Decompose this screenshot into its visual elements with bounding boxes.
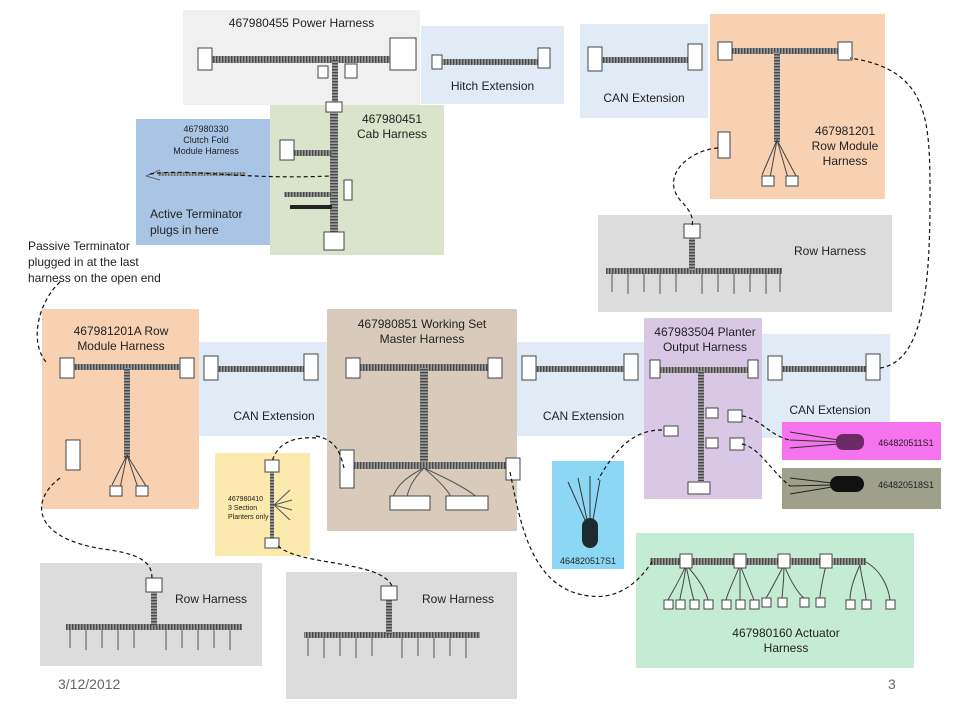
passive-terminator-line1: Passive Terminator xyxy=(28,239,130,253)
row-harness-bm-label: Row Harness xyxy=(421,592,495,606)
row-harness-tr-drawing xyxy=(606,224,782,294)
row-module-tr-line1: 467981201 xyxy=(814,124,876,138)
link-can-right-to-row-module-tr xyxy=(850,58,930,368)
planter-output-drawing xyxy=(650,360,758,494)
row-harness-bl-drawing xyxy=(66,578,242,650)
can-extension-mid-drawing xyxy=(522,354,638,380)
sensor-pink-drawing xyxy=(790,432,864,450)
row-module-left-line1: 467981201A Row xyxy=(73,324,169,338)
link-planter-to-olive-sensor xyxy=(742,444,790,486)
sensor-cyan-drawing xyxy=(568,476,600,548)
section-label xyxy=(228,495,268,522)
sensor-cyan-label: 464820517S1 xyxy=(559,556,617,566)
link-planter-to-pink-sensor xyxy=(742,416,790,440)
section-line2: 3 Section xyxy=(228,505,258,512)
passive-terminator-label xyxy=(28,238,161,286)
cab-harness-drawing xyxy=(280,102,352,250)
can-extension-top-drawing xyxy=(588,44,702,71)
can-extension-right-label: CAN Extension xyxy=(789,403,871,417)
link-row-module-left-to-row-harness-bl xyxy=(42,478,152,580)
can-extension-left-drawing xyxy=(204,354,318,380)
sensor-olive-drawing xyxy=(790,476,864,494)
planter-output-label xyxy=(644,325,766,355)
row-module-left-line2: Module Harness xyxy=(77,339,165,353)
footer-page-number: 3 xyxy=(888,676,896,692)
active-terminator-line2: plugs in here xyxy=(150,223,219,237)
link-planter-to-cyan-sensor xyxy=(598,430,662,480)
row-module-tr-line3: Harness xyxy=(822,154,868,168)
cab-harness-label xyxy=(352,112,432,142)
can-extension-mid-label: CAN Extension xyxy=(542,409,625,423)
working-set-line1: 467980851 Working Set xyxy=(357,317,487,331)
section-line3: Planters only xyxy=(228,514,269,521)
actuator-line2: Harness xyxy=(763,641,809,655)
passive-terminator-line3: harness on the open end xyxy=(28,271,161,285)
actuator-line1: 467980160 Actuator xyxy=(732,626,840,640)
link-row-module-tr-to-row-harness xyxy=(674,148,718,226)
clutch-fold-drawing xyxy=(146,170,246,180)
footer-date: 3/12/2012 xyxy=(58,676,121,692)
power-harness-drawing xyxy=(198,38,416,105)
cab-harness-line1: 467980451 xyxy=(361,112,423,126)
row-module-left-label xyxy=(56,324,186,354)
section-line1: 467980410 xyxy=(228,496,264,503)
link-can-left-to-section xyxy=(272,438,316,462)
hitch-extension-label: Hitch Extension xyxy=(450,79,535,93)
can-extension-left-label: CAN Extension xyxy=(233,409,315,423)
sensor-pink-label: 464820511S1 xyxy=(878,438,934,448)
power-harness-label: 467980455 Power Harness xyxy=(228,16,375,30)
can-extension-right-drawing xyxy=(768,354,880,380)
sensor-olive-label: 464820518S1 xyxy=(877,480,935,490)
row-harness-tr-label: Row Harness xyxy=(793,244,867,258)
planter-output-line1: 467983504 Planter xyxy=(654,325,756,339)
clutch-fold-label xyxy=(160,124,252,157)
cab-harness-line2: Cab Harness xyxy=(356,127,428,141)
actuator-label xyxy=(716,626,856,656)
row-module-left-drawing xyxy=(60,358,194,496)
link-section-to-row-harness-bm xyxy=(278,546,392,586)
actuator-drawing xyxy=(650,554,895,609)
row-module-tr-label xyxy=(790,124,900,169)
clutch-fold-line3: Module Harness xyxy=(173,146,239,156)
row-harness-bl-label: Row Harness xyxy=(174,592,248,606)
row-module-tr-line2: Row Module xyxy=(811,139,879,153)
active-terminator-line1: Active Terminator xyxy=(150,207,243,221)
active-terminator-label xyxy=(150,206,242,238)
can-extension-top-label: CAN Extension xyxy=(603,91,685,105)
hitch-extension-drawing xyxy=(432,48,550,69)
working-set-label xyxy=(327,317,517,347)
planter-output-line2: Output Harness xyxy=(662,340,748,354)
passive-terminator-line2: plugged in at the last xyxy=(28,255,139,269)
working-set-line2: Master Harness xyxy=(379,332,465,346)
clutch-fold-line1: 467980330 xyxy=(183,124,229,134)
section-drawing xyxy=(265,460,292,548)
clutch-fold-line2: Clutch Fold xyxy=(183,135,229,145)
working-set-drawing xyxy=(340,358,520,510)
